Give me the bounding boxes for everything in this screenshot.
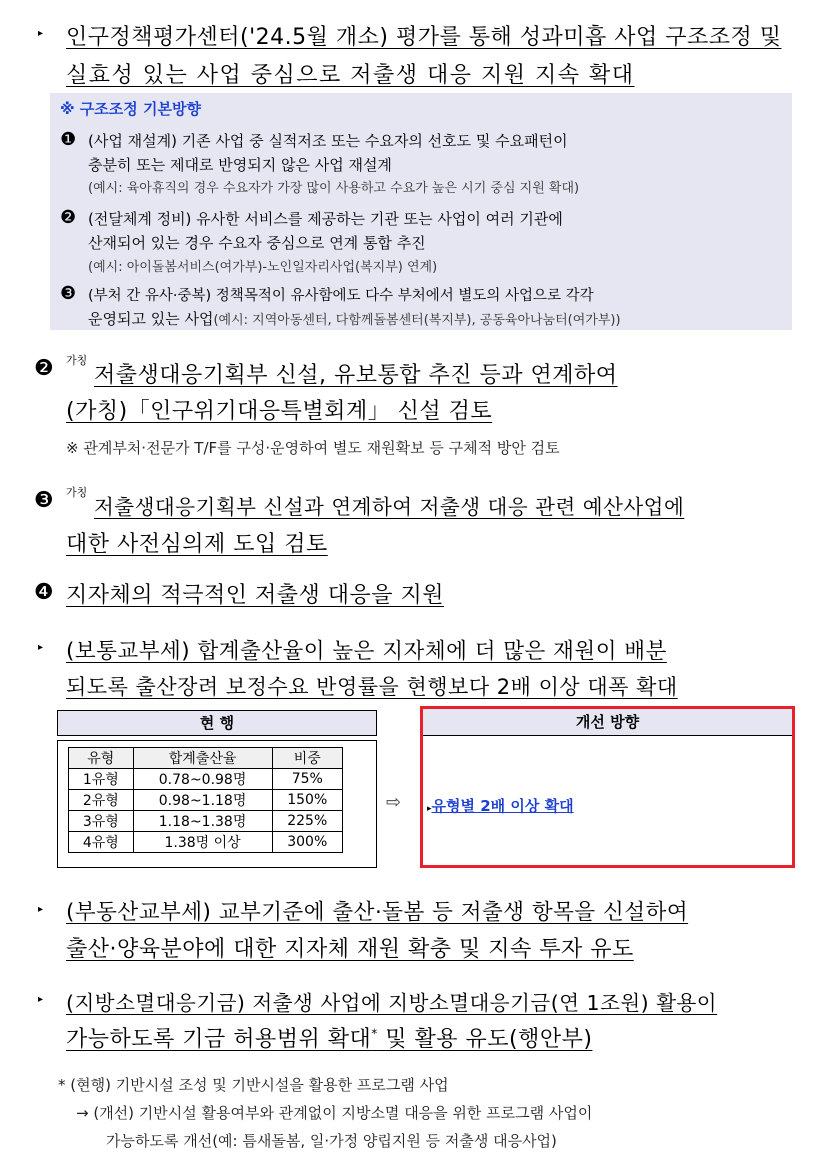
improve-header: 개선 방향 [423,709,792,736]
table-cell: 1.38명 이상 [133,832,272,853]
item2-number-icon: ❷ [60,207,77,228]
section2-line1: 저출생대응기획부 신설, 유보통합 추진 등과 연계하여 [94,363,618,388]
column-header: 유형 [69,748,134,769]
table-row [69,790,343,811]
item1-line2: 충분히 또는 제대로 반영되지 않은 사업 재설계 [88,156,392,174]
item3-line1: (부처 간 유사·중복) 정책목적이 유사함에도 다수 부처에서 별도의 사업으로 각각 [88,288,594,304]
table-row [69,832,343,853]
section2-line2: (가칭)「인구위기대응특별회계」 신설 검토 [66,399,493,424]
item2-line1: (전달체계 정비) 유사한 서비스를 제공하는 기관 또는 사업이 여러 기관에 [88,210,563,228]
bullet3-line1: (부동산교부세) 교부기준에 출산·돌봄 등 저출생 항목을 신설하여 [66,900,689,925]
table-row [69,811,343,832]
bullet4-line1: (지방소멸대응기금) 저출생 사업에 지방소멸대응기금(연 1조원) 활용이 [66,991,718,1015]
table-cell: 1.18~1.38명 [133,811,272,832]
footnote-line1: * (현행) 기반시설 조성 및 기반시설을 활용한 프로그램 사업 [58,1076,449,1094]
bullet4-line2 [66,1022,592,1053]
table-cell: 150% [272,790,342,811]
improve-text: 유형별 2배 이상 확대 [431,797,574,815]
column-header: 합계출산율 [133,748,272,769]
item3-example: (예시: 지역아동센터, 다함께돌봄센터(복지부), 공동육아나눔터(여가부)) [213,313,621,328]
column-header: 비중 [272,748,342,769]
table-cell: 2유형 [69,790,134,811]
current-table [68,747,343,853]
current-header: 현 행 [57,710,377,736]
bullet3-line2: 출산·양육분야에 대한 지자체 재원 확충 및 지속 투자 유도 [66,937,634,962]
box-title: ※ 구조조정 기본방향 [60,100,201,118]
arrow-right-icon: ⇨ [386,792,402,813]
bullet2-line1: (보통교부세) 합계출산율이 높은 지자체에 더 많은 재원이 배분 [66,639,667,664]
bullet1-line2: 실효성 있는 사업 중심으로 저출생 대응 지원 지속 확대 [66,63,635,88]
improve-item [427,795,574,816]
footnote-marker: * [371,1026,378,1041]
bullet-triangle-icon: ▸ [38,904,44,915]
table-row [69,769,343,790]
table-cell: 75% [272,769,342,790]
section3-number-icon: ❸ [34,488,54,513]
section4-title: 지자체의 적극적인 저출생 대응을 지원 [66,583,445,608]
table-cell: 300% [272,832,342,853]
bullet1-line1: 인구정책평가센터('24.5월 개소) 평가를 통해 성과미흡 사업 구조조정 및 [66,25,782,50]
table-cell: 1유형 [69,769,134,790]
footnote-line3: 가능하도록 개선(예: 틈새돌봄, 일·가정 양립지원 등 저출생 대응사업) [106,1132,557,1150]
section4-number-icon: ❹ [34,580,54,605]
section2-superscript: 가칭 [66,354,88,367]
item1-line1: (사업 재설계) 기존 사업 중 실적저조 또는 수요자의 선호도 및 수요패턴이 [88,132,568,150]
current-panel [57,740,377,868]
improve-panel [420,706,795,868]
table-cell: 0.98~1.18명 [133,790,272,811]
item3-line2 [88,308,621,329]
section3-superscript: 가칭 [66,486,88,499]
bullet4-line2-b: 및 활용 유도(행안부) [377,1027,593,1052]
table-cell: 225% [272,811,342,832]
bullet4-line2-a: 가능하도록 기금 허용범위 확대 [66,1027,372,1052]
section2-note: ※ 관계부처·전문가 T/F를 구성·운영하여 별도 재원확보 등 구체적 방안 검토 [66,439,560,457]
table-cell: 3유형 [69,811,134,832]
item3-line2-text: 운영되고 있는 사업 [88,310,214,328]
bullet-triangle-icon: ▸ [38,994,44,1005]
section2-number-icon: ❷ [34,356,54,381]
table-cell: 0.78~0.98명 [133,769,272,790]
footnote-line2: → (개선) 기반시설 활용여부와 관계없이 지방소멸 대응을 위한 프로그램 사업이 [76,1104,593,1122]
bullet-triangle-icon: ▸ [427,804,432,814]
bullet-triangle-icon: ▸ [38,642,44,653]
table-cell: 4유형 [69,832,134,853]
section3-line1: 저출생대응기획부 신설과 연계하여 저출생 대응 관련 예산사업에 [94,495,685,519]
bullet2-line2: 되도록 출산장려 보정수요 반영률을 현행보다 2배 이상 대폭 확대 [66,675,678,699]
item3-number-icon: ❸ [60,283,77,304]
section3-line2: 대한 사전심의제 도입 검토 [66,532,328,557]
item1-number-icon: ❶ [60,129,77,150]
item2-example: (예시: 아이돌봄서비스(여가부)-노인일자리사업(복지부) 연계) [88,260,438,275]
item1-example: (예시: 육아휴직의 경우 수요자가 가장 많이 사용하고 수요가 높은 시기 중심 지원 확대) [88,181,580,196]
bullet-triangle-icon: ▸ [38,28,44,39]
item2-line2: 산재되어 있는 경우 수요자 중심으로 연계 통합 추진 [88,234,426,252]
